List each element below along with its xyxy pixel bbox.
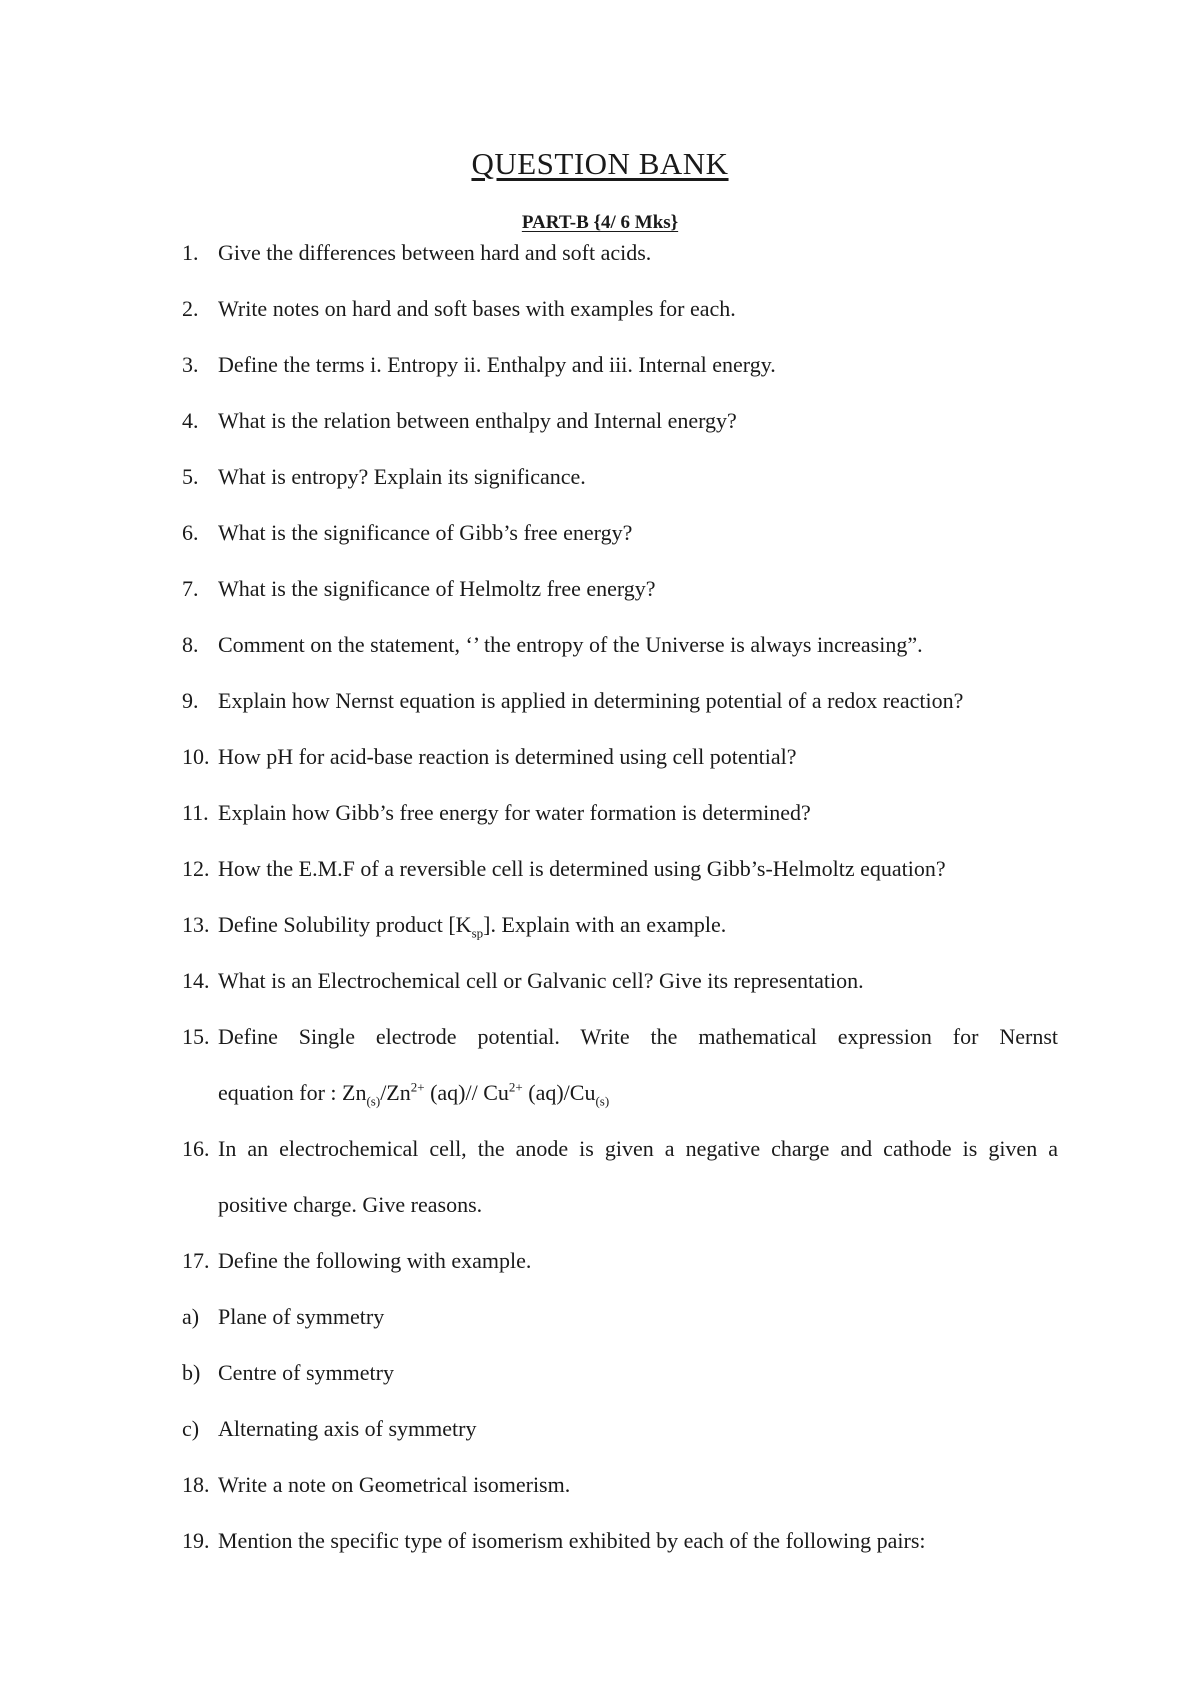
page-title: QUESTION BANK	[471, 146, 729, 181]
question-text: Define Single electrode potential. Write the mathematical expression for Nernst	[218, 1024, 1058, 1049]
question-text: Explain how Nernst equation is applied in determining potential of a redox reaction?	[218, 688, 964, 713]
question-text: In an electrochemical cell, the anode is given a negative charge and cathode is given a	[218, 1136, 1058, 1161]
question-text: Give the differences between hard and soft acids.	[218, 240, 652, 265]
question-number: 4.	[182, 408, 199, 433]
question-text: Write notes on hard and soft bases with examples for each.	[218, 296, 736, 321]
question-text: Explain how Gibb’s free energy for water formation is determined?	[218, 800, 811, 825]
question-text: What is entropy? Explain its significance.	[218, 464, 586, 489]
question-number: 2.	[182, 296, 199, 321]
question-number: 14.	[182, 968, 210, 993]
sub-item-text: Plane of symmetry	[218, 1304, 385, 1329]
sub-item-text: Alternating axis of symmetry	[218, 1416, 477, 1441]
sub-item-text: Centre of symmetry	[218, 1360, 394, 1385]
question-number: 16.	[182, 1136, 210, 1161]
question-text: Write a note on Geometrical isomerism.	[218, 1472, 571, 1497]
question-number: 15.	[182, 1024, 210, 1049]
question-text: Comment on the statement, ‘’ the entropy of the Universe is always increasing”.	[218, 632, 923, 657]
question-number: 3.	[182, 352, 199, 377]
question-number: 5.	[182, 464, 199, 489]
question-number: 7.	[182, 576, 199, 601]
question-number: 10.	[182, 744, 210, 769]
question-text: What is an Electrochemical cell or Galvanic cell? Give its representation.	[218, 968, 864, 993]
question-number: 18.	[182, 1472, 210, 1497]
question-number: 17.	[182, 1248, 210, 1273]
question-number: 13.	[182, 912, 210, 937]
question-number: 6.	[182, 520, 199, 545]
sub-item-label: b)	[182, 1360, 201, 1385]
question-continuation: equation for : $Zn_{(s)}/Zn^{2+}$ (aq)// $Cu^{2+}$ $(aq)/Cu_{(s)}$	[218, 1079, 610, 1109]
question-text: Define Solubility product $[K_{sp}]$. Explain with an example.	[218, 912, 727, 941]
question-number: 8.	[182, 632, 199, 657]
sub-item-label: a)	[182, 1304, 200, 1329]
question-text: Mention the specific type of isomerism exhibited by each of the following pairs:	[218, 1528, 926, 1553]
subscript: sp	[471, 925, 484, 941]
section-heading: PART-B {4/ 6 Mks}	[521, 212, 679, 233]
question-number: 19.	[182, 1528, 210, 1553]
question-number: 9.	[182, 688, 199, 713]
question-number: 11.	[182, 800, 209, 825]
question-continuation: positive charge. Give reasons.	[218, 1192, 483, 1217]
question-text: What is the relation between enthalpy and Internal energy?	[218, 408, 737, 433]
question-text: How the E.M.F of a reversible cell is determined using Gibb’s-Helmoltz equation?	[218, 856, 946, 881]
question-text: How pH for acid-base reaction is determined using cell potential?	[218, 744, 797, 769]
question-number: 1.	[182, 240, 199, 265]
question-number: 12.	[182, 856, 210, 881]
sub-item-label: c)	[182, 1416, 200, 1441]
question-text: What is the significance of Gibb’s free energy?	[218, 520, 633, 545]
question-text: Define the terms i. Entropy ii. Enthalpy and iii. Internal energy.	[218, 352, 776, 377]
question-text: Define the following with example.	[218, 1248, 532, 1273]
question-text: What is the significance of Helmoltz free energy?	[218, 576, 656, 601]
